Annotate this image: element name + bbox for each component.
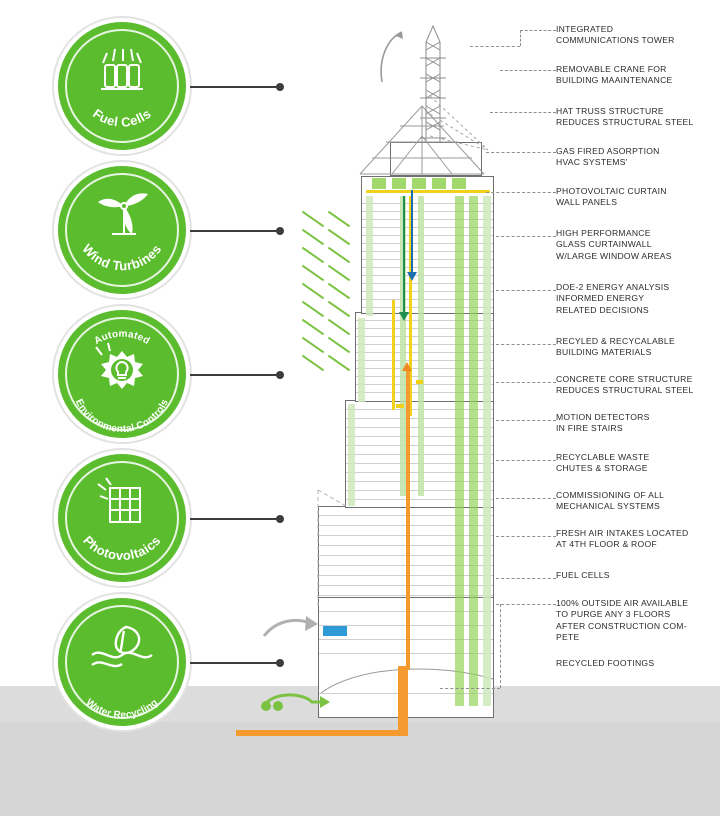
curtainwall-green-1 [455,196,464,706]
waste-chute-yellow [392,300,395,410]
solar-gain-hatching [300,214,360,374]
airflow-arrow-gray [262,614,322,644]
facade-glass-left [366,196,373,316]
callout-line: HAT TRUSS STRUCTURE [556,106,664,116]
curtainwall-green-2 [469,196,478,706]
leader-glass-curtainwall [496,236,556,237]
solar-panel-icon [58,468,186,536]
water-recycling-loop [258,690,348,720]
callout-line: RECYCLABLE WASTE [556,452,650,462]
air-supply-arrow-line [411,190,413,274]
roof-unit-1 [372,178,386,189]
badge-env-controls-label: Environmental Controls [72,397,172,436]
badge-water-recycling[interactable] [58,598,186,726]
connector-water-recycling [190,662,280,664]
callout-waste-chutes [556,452,720,475]
badge-wind-turbines-label: Wind Turbines [79,241,165,274]
riser-drop-orange [398,666,408,736]
callout-line: HVAC SYSTEMS' [556,157,628,168]
roof-pv-strip [366,190,490,193]
callout-line: AFTER CONSTRUCTION COM- [556,620,687,631]
callout-line: COMMUNICATIONS TOWER [556,35,675,46]
recycled-water-main-orange [236,730,408,736]
leader-waste-chutes [496,460,556,461]
leader-recycled-materials [496,344,556,345]
badge-photovoltaics-label: Photovoltaics [80,532,164,564]
callout-line: GLASS CURTAINWALL [556,239,652,250]
callout-outside-air-purge [556,598,720,644]
callout-line: PETE [556,632,580,643]
callout-pv-curtain-wall [556,186,720,209]
callout-line: FUEL CELLS [556,570,610,580]
callout-fuel-cells [556,570,720,581]
green-flow-arrow-head [399,312,409,321]
callout-doe2-analysis [556,282,720,316]
leader-concrete-core [496,382,556,383]
callout-line: RECYLED & RECYCALABLE [556,336,675,346]
callout-line: TO PURGE ANY 3 FLOORS [556,609,671,620]
gear-lightbulb-icon [58,336,186,404]
badge-photovoltaics[interactable] [58,454,186,582]
leader-fresh-air [496,536,556,537]
badge-fuel-cells[interactable] [58,22,186,150]
connector-photovoltaics [190,518,280,520]
badge-wind-turbines[interactable] [58,166,186,294]
callout-line: MECHANICAL SYSTEMS [556,501,660,512]
roof-unit-3 [412,178,426,189]
callout-recycled-materials [556,336,720,359]
leader-motion-detectors [496,420,556,421]
callout-line: 100% OUTSIDE AIR AVAILABLE [556,598,689,608]
callout-hat-truss [556,106,720,129]
callout-line: HIGH PERFORMANCE [556,228,651,238]
leader-hvac [486,152,556,153]
roof-unit-4 [432,178,446,189]
leader-commissioning [496,498,556,499]
callout-line: BUILDING MATERIALS [556,347,652,358]
badge-environmental-controls[interactable] [58,310,186,438]
callout-line: W/LARGE WINDOW AREAS [556,250,672,261]
callout-line: IN FIRE STAIRS [556,423,623,434]
leader-doe2 [496,290,556,291]
callout-line: AT 4TH FLOOR & ROOF [556,539,657,550]
callout-commissioning [556,490,720,513]
chute-marker-2 [416,380,423,384]
callout-line: PHOTOVOLTAIC CURTAIN [556,186,667,196]
chute-marker-1 [396,404,404,408]
callout-line: DOE-2 ENERGY ANALYSIS [556,282,670,292]
callout-line: FRESH AIR INTAKES LOCATED [556,528,689,538]
water-leaf-icon [58,612,186,680]
callout-gas-fired-hvac [556,146,720,169]
badge-env-controls-top-label: Automated [92,328,152,348]
roof-unit-5 [452,178,466,189]
wind-turbine-icon [58,180,186,248]
leader-hat-truss [490,112,556,113]
green-flow-arrow-line [403,196,405,314]
callout-comm-tower [556,24,720,47]
leader-comm-tower-h [470,46,520,47]
callout-line: CONCRETE CORE STRUCTURE [556,374,693,384]
leader-outside-air [496,604,556,605]
callout-line: REDUCES STRUCTURAL STEEL [556,385,694,396]
badge-water-recycling-label: Water Recycling [83,697,161,722]
callout-motion-detectors [556,412,720,435]
leader-footings [440,688,500,689]
callout-recycled-footings [556,658,720,669]
leader-fuel-cells [496,578,556,579]
fuel-cell-canisters-icon [58,36,186,104]
leader-outside-air-v [500,604,501,688]
leader-comm-tower [520,30,556,31]
callout-line: RELATED DECISIONS [556,304,649,315]
leader-crane [500,70,556,71]
callout-line: REDUCES STRUCTURAL STEEL [556,117,694,128]
setback-guide-lines [300,486,360,616]
orange-flow-arrow-head [402,362,412,371]
callout-line: REMOVABLE CRANE FOR [556,64,667,74]
callout-line: CHUTES & STORAGE [556,463,648,474]
callout-glass-curtainwall [556,228,720,262]
removable-crane [372,22,442,92]
connector-environmental-controls [190,374,280,376]
callout-line: COMMISSIONING OF ALL [556,490,665,500]
connector-wind-turbines [190,230,280,232]
callout-line: BUILDING MAAINTENANCE [556,75,673,86]
curtainwall-green-3 [483,196,491,706]
crane-guy-lines [430,96,550,166]
callout-line: MOTION DETECTORS [556,412,650,422]
callout-line: GAS FIRED ASORPTION [556,146,660,156]
roof-unit-2 [392,178,406,189]
fresh-air-intake-blue [323,626,347,636]
callout-line: INTEGRATED [556,24,614,34]
connector-fuel-cells [190,86,280,88]
callout-line: INFORMED ENERGY [556,293,645,304]
callout-removable-crane [556,64,720,87]
leader-pv-curtain [486,192,556,193]
badge-fuel-cells-label: Fuel Cells [90,105,154,130]
fuel-cell-riser-orange [406,370,410,670]
callout-fresh-air-intakes [556,528,720,551]
callout-concrete-core [556,374,720,397]
concrete-core-right [418,196,424,496]
callout-line: RECYCLED FOOTINGS [556,658,655,668]
air-supply-arrow-head [407,272,417,281]
leader-comm-tower-v [520,30,521,46]
callout-line: WALL PANELS [556,197,618,208]
